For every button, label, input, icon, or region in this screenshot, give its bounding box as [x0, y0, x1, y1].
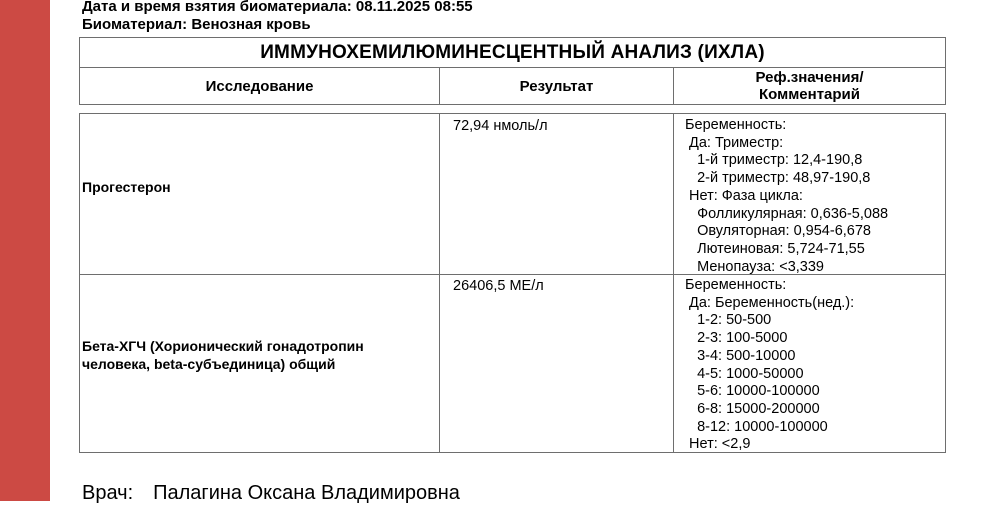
test-name: Прогестерон: [82, 179, 171, 195]
table-header: [79, 67, 946, 105]
doctor-label: Врач:: [82, 482, 134, 504]
header-study: Исследование: [80, 68, 440, 104]
column-divider: [439, 114, 440, 274]
test-result: 26406,5 МЕ/л: [453, 278, 544, 294]
table-row: [80, 114, 945, 275]
header-reference-text: Реф.значения/ Комментарий: [755, 69, 864, 103]
header-reference: [674, 68, 945, 104]
test-reference: Беременность: Да: Триместр: 1-й триместр: 12,4-190,8 2-й триместр: 48,97-190,8 Нет: Фаза цикла: Фолликулярная: 0,636-5,088 Овуляторная: 0,954-6,678 Лютеиновая: 5,724-71,55 Менопауза: <3,339: [685, 117, 889, 275]
column-divider: [439, 274, 440, 452]
test-name: Бета-ХГЧ (Хорионический гонадотропин человека, beta-субъединица) общий: [82, 338, 364, 372]
doctor-line: [82, 482, 460, 505]
column-divider: [673, 274, 674, 452]
test-reference: Беременность: Да: Беременность(нед.): 1-2: 50-500 2-3: 100-5000 3-4: 500-10000 4-5: 1000-50000 5-6: 10000-100000 6-8: 15000-200000 8-12: 10000-100000 Нет: <2,9: [685, 277, 855, 453]
test-result: 72,94 нмоль/л: [453, 118, 548, 134]
background-red-strip: [0, 0, 50, 501]
table-row: [80, 274, 945, 452]
doctor-name: Палагина Оксана Владимировна: [153, 482, 460, 504]
header-result: Результат: [440, 68, 674, 104]
sample-date-line: Дата и время взятия биоматериала: 08.11.2025 08:55: [82, 0, 473, 15]
section-title: ИММУНОХЕМИЛЮМИНЕСЦЕНТНЫЙ АНАЛИЗ (ИХЛА): [79, 37, 946, 68]
biomaterial-line: Биоматериал: Венозная кровь: [82, 16, 311, 33]
results-table: [79, 113, 946, 453]
column-divider: [673, 114, 674, 274]
